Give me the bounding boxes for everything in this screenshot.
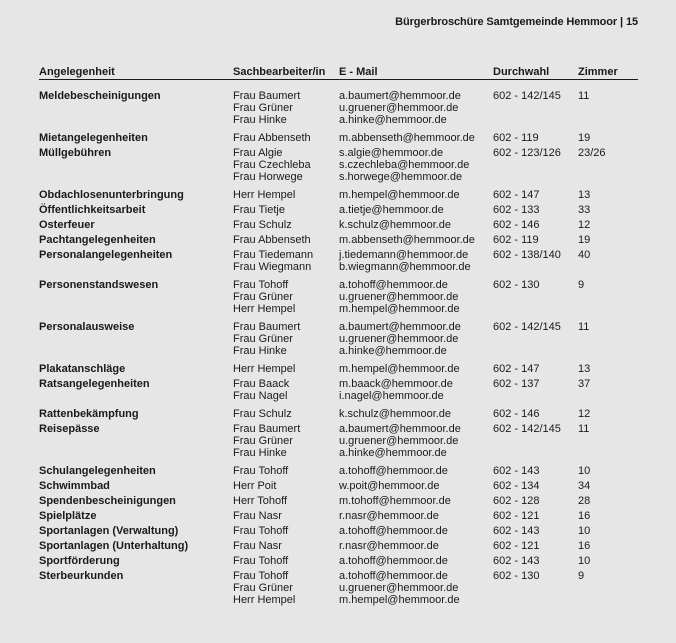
clerk-name: Frau Tietje <box>233 204 285 216</box>
column-header-phone: Durchwahl <box>493 66 550 78</box>
clerk-name: Herr Hempel <box>233 363 296 375</box>
subject-cell: Spendenbescheinigungen <box>39 495 176 507</box>
clerk-name: Frau Nagel <box>233 390 288 402</box>
table-row <box>39 147 638 183</box>
phone-cell: 602 - 130 <box>493 570 540 582</box>
clerk-name: Herr Hempel <box>233 303 296 315</box>
email-cell <box>339 147 493 183</box>
table-row <box>39 423 638 459</box>
email-address: a.tietje@hemmoor.de <box>339 204 444 216</box>
subject-cell: Reisepässe <box>39 423 100 435</box>
table-row <box>39 495 638 507</box>
clerk-name: Frau Abbenseth <box>233 234 311 246</box>
clerk-cell <box>233 204 339 216</box>
email-cell <box>339 525 493 537</box>
email-address: a.tohoff@hemmoor.de <box>339 465 448 477</box>
clerk-name: Frau Tiedemann <box>233 249 314 261</box>
email-cell <box>339 570 493 606</box>
subject-cell: Ratsangelegenheiten <box>39 378 150 390</box>
clerk-name: Frau Tohoff <box>233 279 289 291</box>
clerk-name: Frau Schulz <box>233 408 292 420</box>
table-row <box>39 408 638 420</box>
clerk-cell <box>233 147 339 183</box>
table-row <box>39 219 638 231</box>
contact-table <box>39 66 638 609</box>
clerk-cell <box>233 555 339 567</box>
clerk-name: Frau Baumert <box>233 423 301 435</box>
email-address: a.tohoff@hemmoor.de <box>339 279 448 291</box>
room-cell: 10 <box>578 525 591 537</box>
email-address: m.abbenseth@hemmoor.de <box>339 234 475 246</box>
clerk-cell <box>233 363 339 375</box>
phone-cell: 602 - 130 <box>493 279 540 291</box>
email-address: a.hinke@hemmoor.de <box>339 114 447 126</box>
phone-cell: 602 - 121 <box>493 540 540 552</box>
table-row <box>39 90 638 126</box>
column-header-email: E - Mail <box>339 66 378 78</box>
clerk-cell <box>233 408 339 420</box>
clerk-name: Frau Grüner <box>233 582 293 594</box>
phone-cell: 602 - 143 <box>493 555 540 567</box>
clerk-name: Frau Baumert <box>233 321 301 333</box>
phone-cell: 602 - 143 <box>493 465 540 477</box>
page-header: Bürgerbroschüre Samtgemeinde Hemmoor | 15 <box>395 16 638 28</box>
room-cell: 16 <box>578 510 591 522</box>
clerk-name: Frau Tohoff <box>233 465 289 477</box>
email-address: a.baumert@hemmoor.de <box>339 423 461 435</box>
email-address: a.tohoff@hemmoor.de <box>339 525 448 537</box>
clerk-name: Frau Czechleba <box>233 159 311 171</box>
email-cell <box>339 540 493 552</box>
clerk-cell <box>233 378 339 402</box>
email-address: u.gruener@hemmoor.de <box>339 333 459 345</box>
room-cell: 12 <box>578 219 591 231</box>
email-cell <box>339 219 493 231</box>
table-row <box>39 189 638 201</box>
clerk-cell <box>233 525 339 537</box>
room-cell: 34 <box>578 480 591 492</box>
phone-cell: 602 - 134 <box>493 480 540 492</box>
subject-cell: Schwimmbad <box>39 480 110 492</box>
phone-cell: 602 - 147 <box>493 363 540 375</box>
clerk-cell <box>233 219 339 231</box>
email-address: r.nasr@hemmoor.de <box>339 540 439 552</box>
clerk-cell <box>233 249 339 273</box>
email-address: m.baack@hemmoor.de <box>339 378 453 390</box>
phone-cell: 602 - 142/145 <box>493 423 561 435</box>
email-cell <box>339 204 493 216</box>
email-address: s.horwege@hemmoor.de <box>339 171 463 183</box>
email-address: a.tohoff@hemmoor.de <box>339 555 448 567</box>
room-cell: 16 <box>578 540 591 552</box>
table-row <box>39 465 638 477</box>
clerk-name: Frau Nasr <box>233 540 282 552</box>
email-address: s.algie@hemmoor.de <box>339 147 444 159</box>
room-cell: 9 <box>578 279 585 291</box>
room-cell: 10 <box>578 555 591 567</box>
subject-cell: Sportförderung <box>39 555 120 567</box>
room-cell: 11 <box>578 90 590 102</box>
email-address: m.abbenseth@hemmoor.de <box>339 132 475 144</box>
clerk-cell <box>233 423 339 459</box>
table-body <box>39 80 638 606</box>
phone-cell: 602 - 133 <box>493 204 540 216</box>
subject-cell: Osterfeuer <box>39 219 95 231</box>
phone-cell: 602 - 138/140 <box>493 249 561 261</box>
subject-cell: Spielplätze <box>39 510 97 522</box>
email-cell <box>339 90 493 126</box>
table-row <box>39 480 638 492</box>
clerk-name: Frau Schulz <box>233 219 292 231</box>
email-cell <box>339 249 493 273</box>
clerk-name: Frau Tohoff <box>233 555 289 567</box>
subject-cell: Rattenbekämpfung <box>39 408 139 420</box>
email-address: m.hempel@hemmoor.de <box>339 594 460 606</box>
email-cell <box>339 321 493 357</box>
subject-cell: Mietangelegenheiten <box>39 132 148 144</box>
column-header-room: Zimmer <box>578 66 618 78</box>
room-cell: 28 <box>578 495 591 507</box>
table-row <box>39 540 638 552</box>
phone-cell: 602 - 142/145 <box>493 321 561 333</box>
clerk-cell <box>233 234 339 246</box>
table-row <box>39 570 638 606</box>
room-cell: 37 <box>578 378 591 390</box>
subject-cell: Öffentlichkeitsarbeit <box>39 204 146 216</box>
table-row <box>39 510 638 522</box>
subject-cell: Sportanlagen (Unterhaltung) <box>39 540 189 552</box>
subject-cell: Personalausweise <box>39 321 135 333</box>
table-row <box>39 363 638 375</box>
phone-cell: 602 - 119 <box>493 234 539 246</box>
table-row <box>39 525 638 537</box>
email-address: i.nagel@hemmoor.de <box>339 390 444 402</box>
clerk-name: Frau Grüner <box>233 333 293 345</box>
clerk-cell <box>233 480 339 492</box>
room-cell: 9 <box>578 570 585 582</box>
email-address: a.hinke@hemmoor.de <box>339 345 447 357</box>
table-row <box>39 555 638 567</box>
email-cell <box>339 408 493 420</box>
table-row <box>39 204 638 216</box>
room-cell: 11 <box>578 423 590 435</box>
clerk-name: Frau Grüner <box>233 291 293 303</box>
clerk-name: Frau Tohoff <box>233 570 289 582</box>
clerk-cell <box>233 495 339 507</box>
email-address: m.hempel@hemmoor.de <box>339 189 460 201</box>
email-address: k.schulz@hemmoor.de <box>339 408 452 420</box>
phone-cell: 602 - 143 <box>493 525 540 537</box>
room-cell: 19 <box>578 234 591 246</box>
subject-cell: Personenstandswesen <box>39 279 159 291</box>
email-address: a.baumert@hemmoor.de <box>339 321 461 333</box>
clerk-cell <box>233 132 339 144</box>
clerk-name: Frau Hinke <box>233 114 287 126</box>
subject-cell: Plakatanschläge <box>39 363 126 375</box>
phone-cell: 602 - 147 <box>493 189 540 201</box>
clerk-name: Frau Baumert <box>233 90 301 102</box>
clerk-name: Frau Grüner <box>233 435 293 447</box>
phone-cell: 602 - 128 <box>493 495 540 507</box>
email-cell <box>339 189 493 201</box>
phone-cell: 602 - 146 <box>493 408 540 420</box>
column-header-subject: Angelegenheit <box>39 66 115 78</box>
email-address: u.gruener@hemmoor.de <box>339 102 459 114</box>
email-address: w.poit@hemmoor.de <box>339 480 440 492</box>
subject-cell: Sterbeurkunden <box>39 570 124 582</box>
email-address: a.tohoff@hemmoor.de <box>339 570 448 582</box>
table-row <box>39 321 638 357</box>
email-cell <box>339 510 493 522</box>
email-address: k.schulz@hemmoor.de <box>339 219 452 231</box>
email-address: r.nasr@hemmoor.de <box>339 510 439 522</box>
email-cell <box>339 378 493 402</box>
clerk-cell <box>233 540 339 552</box>
clerk-cell <box>233 321 339 357</box>
email-address: u.gruener@hemmoor.de <box>339 291 459 303</box>
clerk-cell <box>233 279 339 315</box>
email-cell <box>339 279 493 315</box>
room-cell: 33 <box>578 204 591 216</box>
email-cell <box>339 363 493 375</box>
subject-cell: Müllgebühren <box>39 147 112 159</box>
email-cell <box>339 132 493 144</box>
room-cell: 40 <box>578 249 591 261</box>
email-cell <box>339 480 493 492</box>
email-cell <box>339 423 493 459</box>
room-cell: 19 <box>578 132 591 144</box>
email-address: m.tohoff@hemmoor.de <box>339 495 451 507</box>
phone-cell: 602 - 137 <box>493 378 540 390</box>
clerk-name: Frau Hinke <box>233 447 287 459</box>
email-cell <box>339 465 493 477</box>
clerk-name: Frau Nasr <box>233 510 282 522</box>
table-row <box>39 249 638 273</box>
clerk-name: Frau Wiegmann <box>233 261 312 273</box>
clerk-name: Frau Grüner <box>233 102 293 114</box>
phone-cell: 602 - 119 <box>493 132 539 144</box>
clerk-cell <box>233 90 339 126</box>
phone-cell: 602 - 123/126 <box>493 147 561 159</box>
clerk-cell <box>233 570 339 606</box>
column-header-clerk: Sachbearbeiter/in <box>233 66 326 78</box>
subject-cell: Personalangelegenheiten <box>39 249 173 261</box>
clerk-name: Herr Hempel <box>233 189 296 201</box>
email-address: a.baumert@hemmoor.de <box>339 90 461 102</box>
room-cell: 12 <box>578 408 591 420</box>
subject-cell: Schulangelegenheiten <box>39 465 156 477</box>
email-cell <box>339 234 493 246</box>
email-cell <box>339 555 493 567</box>
email-address: s.czechleba@hemmoor.de <box>339 159 470 171</box>
clerk-name: Herr Poit <box>233 480 277 492</box>
clerk-name: Frau Hinke <box>233 345 287 357</box>
clerk-cell <box>233 189 339 201</box>
email-address: u.gruener@hemmoor.de <box>339 435 459 447</box>
clerk-name: Frau Baack <box>233 378 290 390</box>
clerk-name: Frau Horwege <box>233 171 303 183</box>
clerk-cell <box>233 510 339 522</box>
clerk-cell <box>233 465 339 477</box>
subject-cell: Obdachlosenunterbringung <box>39 189 184 201</box>
room-cell: 23/26 <box>578 147 606 159</box>
subject-cell: Sportanlagen (Verwaltung) <box>39 525 179 537</box>
table-row <box>39 378 638 402</box>
room-cell: 11 <box>578 321 590 333</box>
email-cell <box>339 495 493 507</box>
room-cell: 10 <box>578 465 591 477</box>
clerk-name: Herr Tohoff <box>233 495 288 507</box>
table-header <box>39 66 638 80</box>
phone-cell: 602 - 121 <box>493 510 540 522</box>
email-address: u.gruener@hemmoor.de <box>339 582 459 594</box>
table-row <box>39 234 638 246</box>
subject-cell: Pachtangelegenheiten <box>39 234 156 246</box>
phone-cell: 602 - 142/145 <box>493 90 561 102</box>
phone-cell: 602 - 146 <box>493 219 540 231</box>
email-address: b.wiegmann@hemmoor.de <box>339 261 471 273</box>
clerk-name: Herr Hempel <box>233 594 296 606</box>
table-row <box>39 132 638 144</box>
subject-cell: Meldebescheinigungen <box>39 90 161 102</box>
clerk-name: Frau Algie <box>233 147 283 159</box>
email-address: m.hempel@hemmoor.de <box>339 363 460 375</box>
email-address: m.hempel@hemmoor.de <box>339 303 460 315</box>
room-cell: 13 <box>578 363 591 375</box>
email-address: j.tiedemann@hemmoor.de <box>339 249 469 261</box>
clerk-name: Frau Tohoff <box>233 525 289 537</box>
room-cell: 13 <box>578 189 591 201</box>
clerk-name: Frau Abbenseth <box>233 132 311 144</box>
email-address: a.hinke@hemmoor.de <box>339 447 447 459</box>
table-row <box>39 279 638 315</box>
